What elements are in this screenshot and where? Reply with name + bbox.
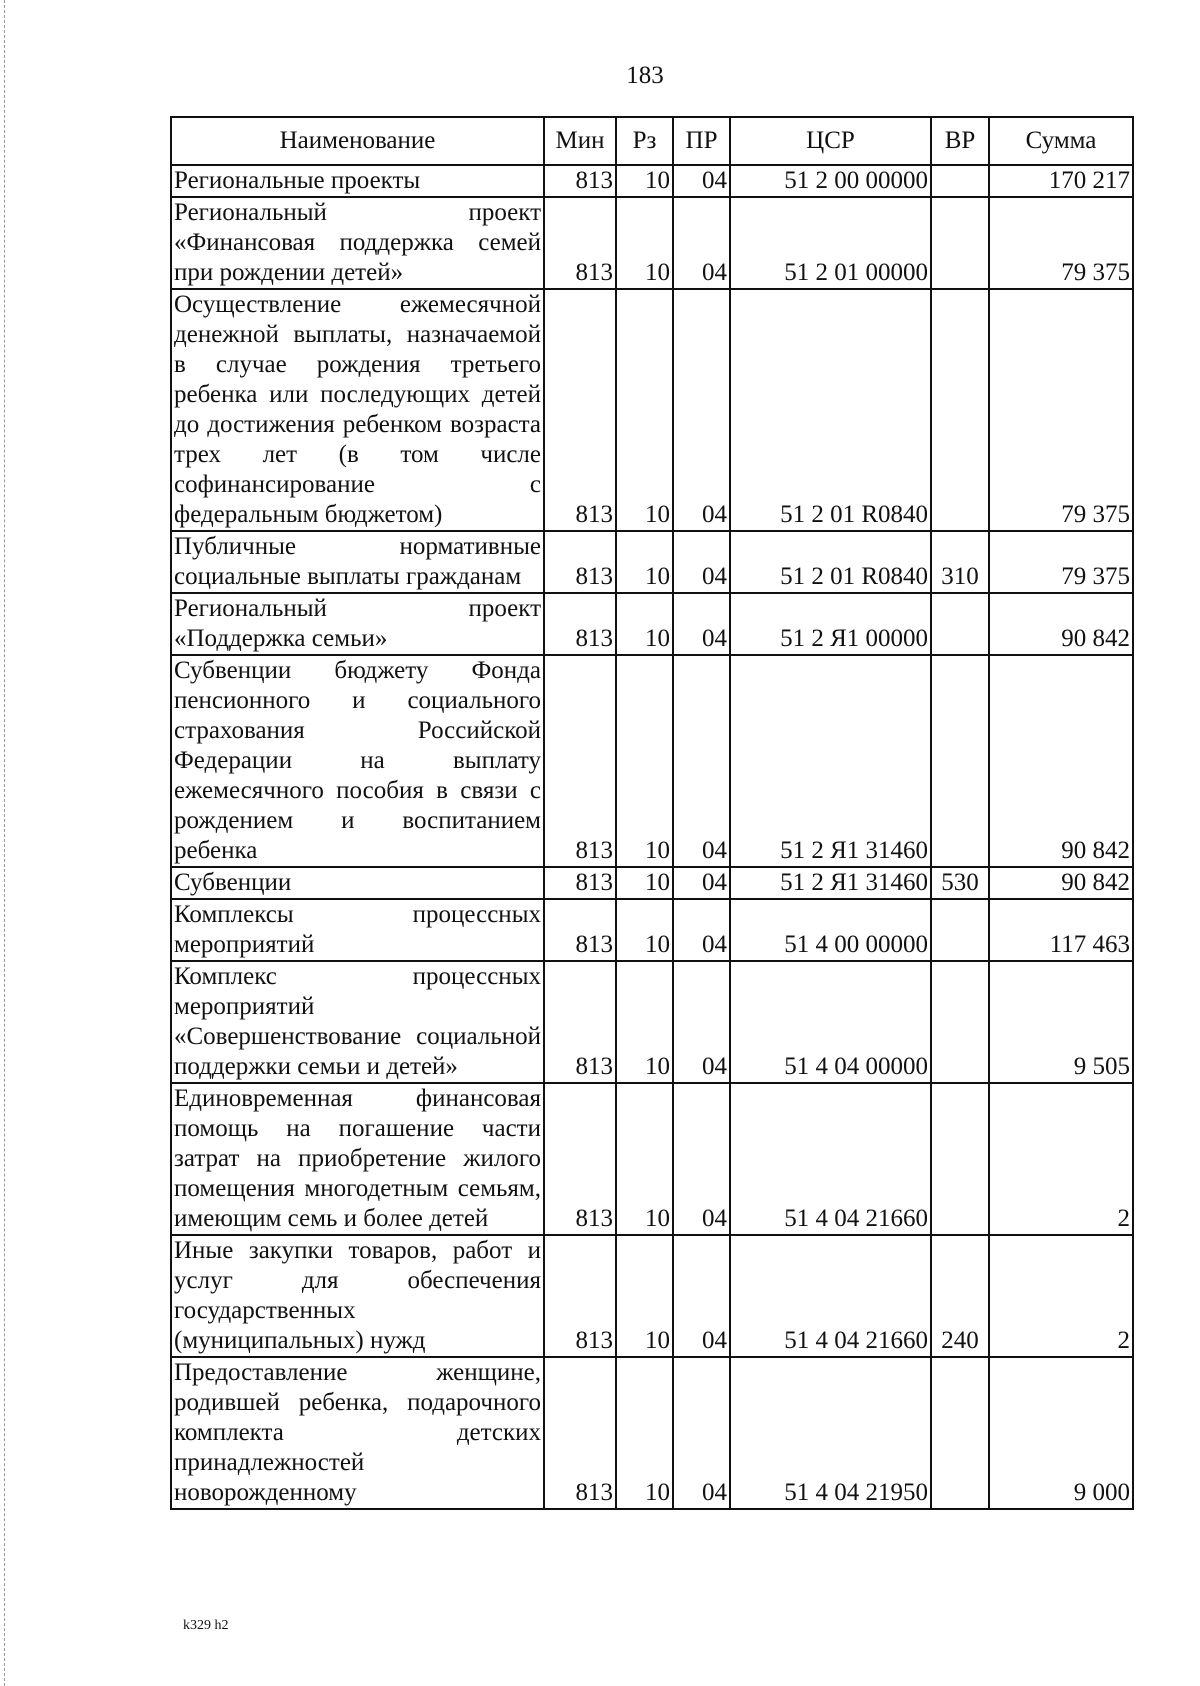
- row-rz: 10: [616, 593, 673, 655]
- header-csr: ЦСР: [730, 117, 931, 165]
- row-pr: 04: [673, 899, 730, 961]
- table-row: [171, 197, 1133, 289]
- table-row: [171, 961, 1133, 1083]
- header-name: Наименование: [171, 117, 544, 165]
- row-csr: 51 2 01 00000: [730, 197, 931, 289]
- table-row: [171, 1235, 1133, 1357]
- row-sum: 117 463: [989, 899, 1133, 961]
- table-row: [171, 1357, 1133, 1509]
- row-sum: 2: [989, 1083, 1133, 1235]
- table-row: [171, 655, 1133, 867]
- row-vr: [931, 899, 989, 961]
- row-vr: [931, 1357, 989, 1509]
- header-min: Мин: [544, 117, 616, 165]
- row-min: 813: [544, 867, 616, 899]
- row-pr: 04: [673, 1083, 730, 1235]
- table-header-row: [171, 117, 1133, 165]
- row-min: 813: [544, 593, 616, 655]
- row-name: Региональные проекты: [171, 165, 544, 197]
- row-sum: 79 375: [989, 531, 1133, 593]
- row-csr: 51 2 01 R0840: [730, 289, 931, 531]
- row-csr: 51 2 01 R0840: [730, 531, 931, 593]
- row-name: Региональный проект «Поддержка семьи»: [171, 593, 544, 655]
- scan-edge-line: [4, 0, 5, 1686]
- row-min: 813: [544, 1235, 616, 1357]
- row-min: 813: [544, 1083, 616, 1235]
- row-vr: [931, 655, 989, 867]
- row-pr: 04: [673, 531, 730, 593]
- row-min: 813: [544, 289, 616, 531]
- row-pr: 04: [673, 289, 730, 531]
- row-sum: 90 842: [989, 593, 1133, 655]
- row-sum: 79 375: [989, 289, 1133, 531]
- row-sum: 2: [989, 1235, 1133, 1357]
- row-name: Комплекс процессных мероприятий «Совершенствование социальной поддержки семьи и детей»: [171, 961, 544, 1083]
- row-name: Комплексы процессных мероприятий: [171, 899, 544, 961]
- header-rz: Рз: [616, 117, 673, 165]
- row-min: 813: [544, 165, 616, 197]
- row-vr: [931, 1083, 989, 1235]
- row-min: 813: [544, 899, 616, 961]
- table-row: [171, 593, 1133, 655]
- budget-table: [170, 116, 1134, 1510]
- row-min: 813: [544, 655, 616, 867]
- row-pr: 04: [673, 593, 730, 655]
- row-rz: 10: [616, 165, 673, 197]
- row-pr: 04: [673, 961, 730, 1083]
- row-csr: 51 4 00 00000: [730, 899, 931, 961]
- row-sum: 9 505: [989, 961, 1133, 1083]
- row-vr: [931, 593, 989, 655]
- row-name: Иные закупки товаров, работ и услуг для обеспечения государственных (муниципальных) нужд: [171, 1235, 544, 1357]
- table-row: [171, 1083, 1133, 1235]
- row-pr: 04: [673, 1235, 730, 1357]
- row-rz: 10: [616, 1083, 673, 1235]
- table-row: [171, 165, 1133, 197]
- row-name: Региональный проект «Финансовая поддержка семей при рождении детей»: [171, 197, 544, 289]
- table-row: [171, 531, 1133, 593]
- row-sum: 90 842: [989, 655, 1133, 867]
- row-vr: 530: [931, 867, 989, 899]
- row-csr: 51 2 00 00000: [730, 165, 931, 197]
- row-rz: 10: [616, 1235, 673, 1357]
- row-csr: 51 2 Я1 00000: [730, 593, 931, 655]
- row-vr: 240: [931, 1235, 989, 1357]
- row-pr: 04: [673, 1357, 730, 1509]
- row-rz: 10: [616, 1357, 673, 1509]
- row-name: Единовременная финансовая помощь на погашение части затрат на приобретение жилого помещения многодетным семьям, имеющим семь и более детей: [171, 1083, 544, 1235]
- row-min: 813: [544, 197, 616, 289]
- row-csr: 51 4 04 21660: [730, 1235, 931, 1357]
- row-pr: 04: [673, 165, 730, 197]
- row-min: 813: [544, 961, 616, 1083]
- footer-code: k329 h2: [183, 1618, 229, 1633]
- row-vr: 310: [931, 531, 989, 593]
- row-name: Публичные нормативные социальные выплаты гражданам: [171, 531, 544, 593]
- row-csr: 51 2 Я1 31460: [730, 655, 931, 867]
- row-pr: 04: [673, 197, 730, 289]
- row-name: Субвенции бюджету Фонда пенсионного и социального страхования Российской Федерации на выплату ежемесячного пособия в связи с рождением и воспитанием ребенка: [171, 655, 544, 867]
- row-csr: 51 4 04 00000: [730, 961, 931, 1083]
- row-vr: [931, 165, 989, 197]
- row-pr: 04: [673, 655, 730, 867]
- row-rz: 10: [616, 961, 673, 1083]
- row-name: Осуществление ежемесячной денежной выплаты, назначаемой в случае рождения третьего ребенка или последующих детей до достижения ребенком возраста трех лет (в том числе софинансирование с федеральным бюджетом): [171, 289, 544, 531]
- table-row: [171, 289, 1133, 531]
- row-rz: 10: [616, 899, 673, 961]
- row-name: Предоставление женщине, родившей ребенка, подарочного комплекта детских принадлежностей новорожденному: [171, 1357, 544, 1509]
- row-csr: 51 4 04 21660: [730, 1083, 931, 1235]
- table-row: [171, 867, 1133, 899]
- row-min: 813: [544, 1357, 616, 1509]
- row-name: Субвенции: [171, 867, 544, 899]
- row-sum: 79 375: [989, 197, 1133, 289]
- row-sum: 170 217: [989, 165, 1133, 197]
- row-rz: 10: [616, 289, 673, 531]
- row-sum: 9 000: [989, 1357, 1133, 1509]
- row-rz: 10: [616, 655, 673, 867]
- row-rz: 10: [616, 867, 673, 899]
- row-pr: 04: [673, 867, 730, 899]
- page-number: 183: [626, 62, 664, 89]
- row-vr: [931, 197, 989, 289]
- header-sum: Сумма: [989, 117, 1133, 165]
- table-row: [171, 899, 1133, 961]
- row-rz: 10: [616, 531, 673, 593]
- header-vr: ВР: [931, 117, 989, 165]
- row-rz: 10: [616, 197, 673, 289]
- header-pr: ПР: [673, 117, 730, 165]
- row-vr: [931, 961, 989, 1083]
- row-min: 813: [544, 531, 616, 593]
- row-sum: 90 842: [989, 867, 1133, 899]
- row-csr: 51 2 Я1 31460: [730, 867, 931, 899]
- row-vr: [931, 289, 989, 531]
- row-csr: 51 4 04 21950: [730, 1357, 931, 1509]
